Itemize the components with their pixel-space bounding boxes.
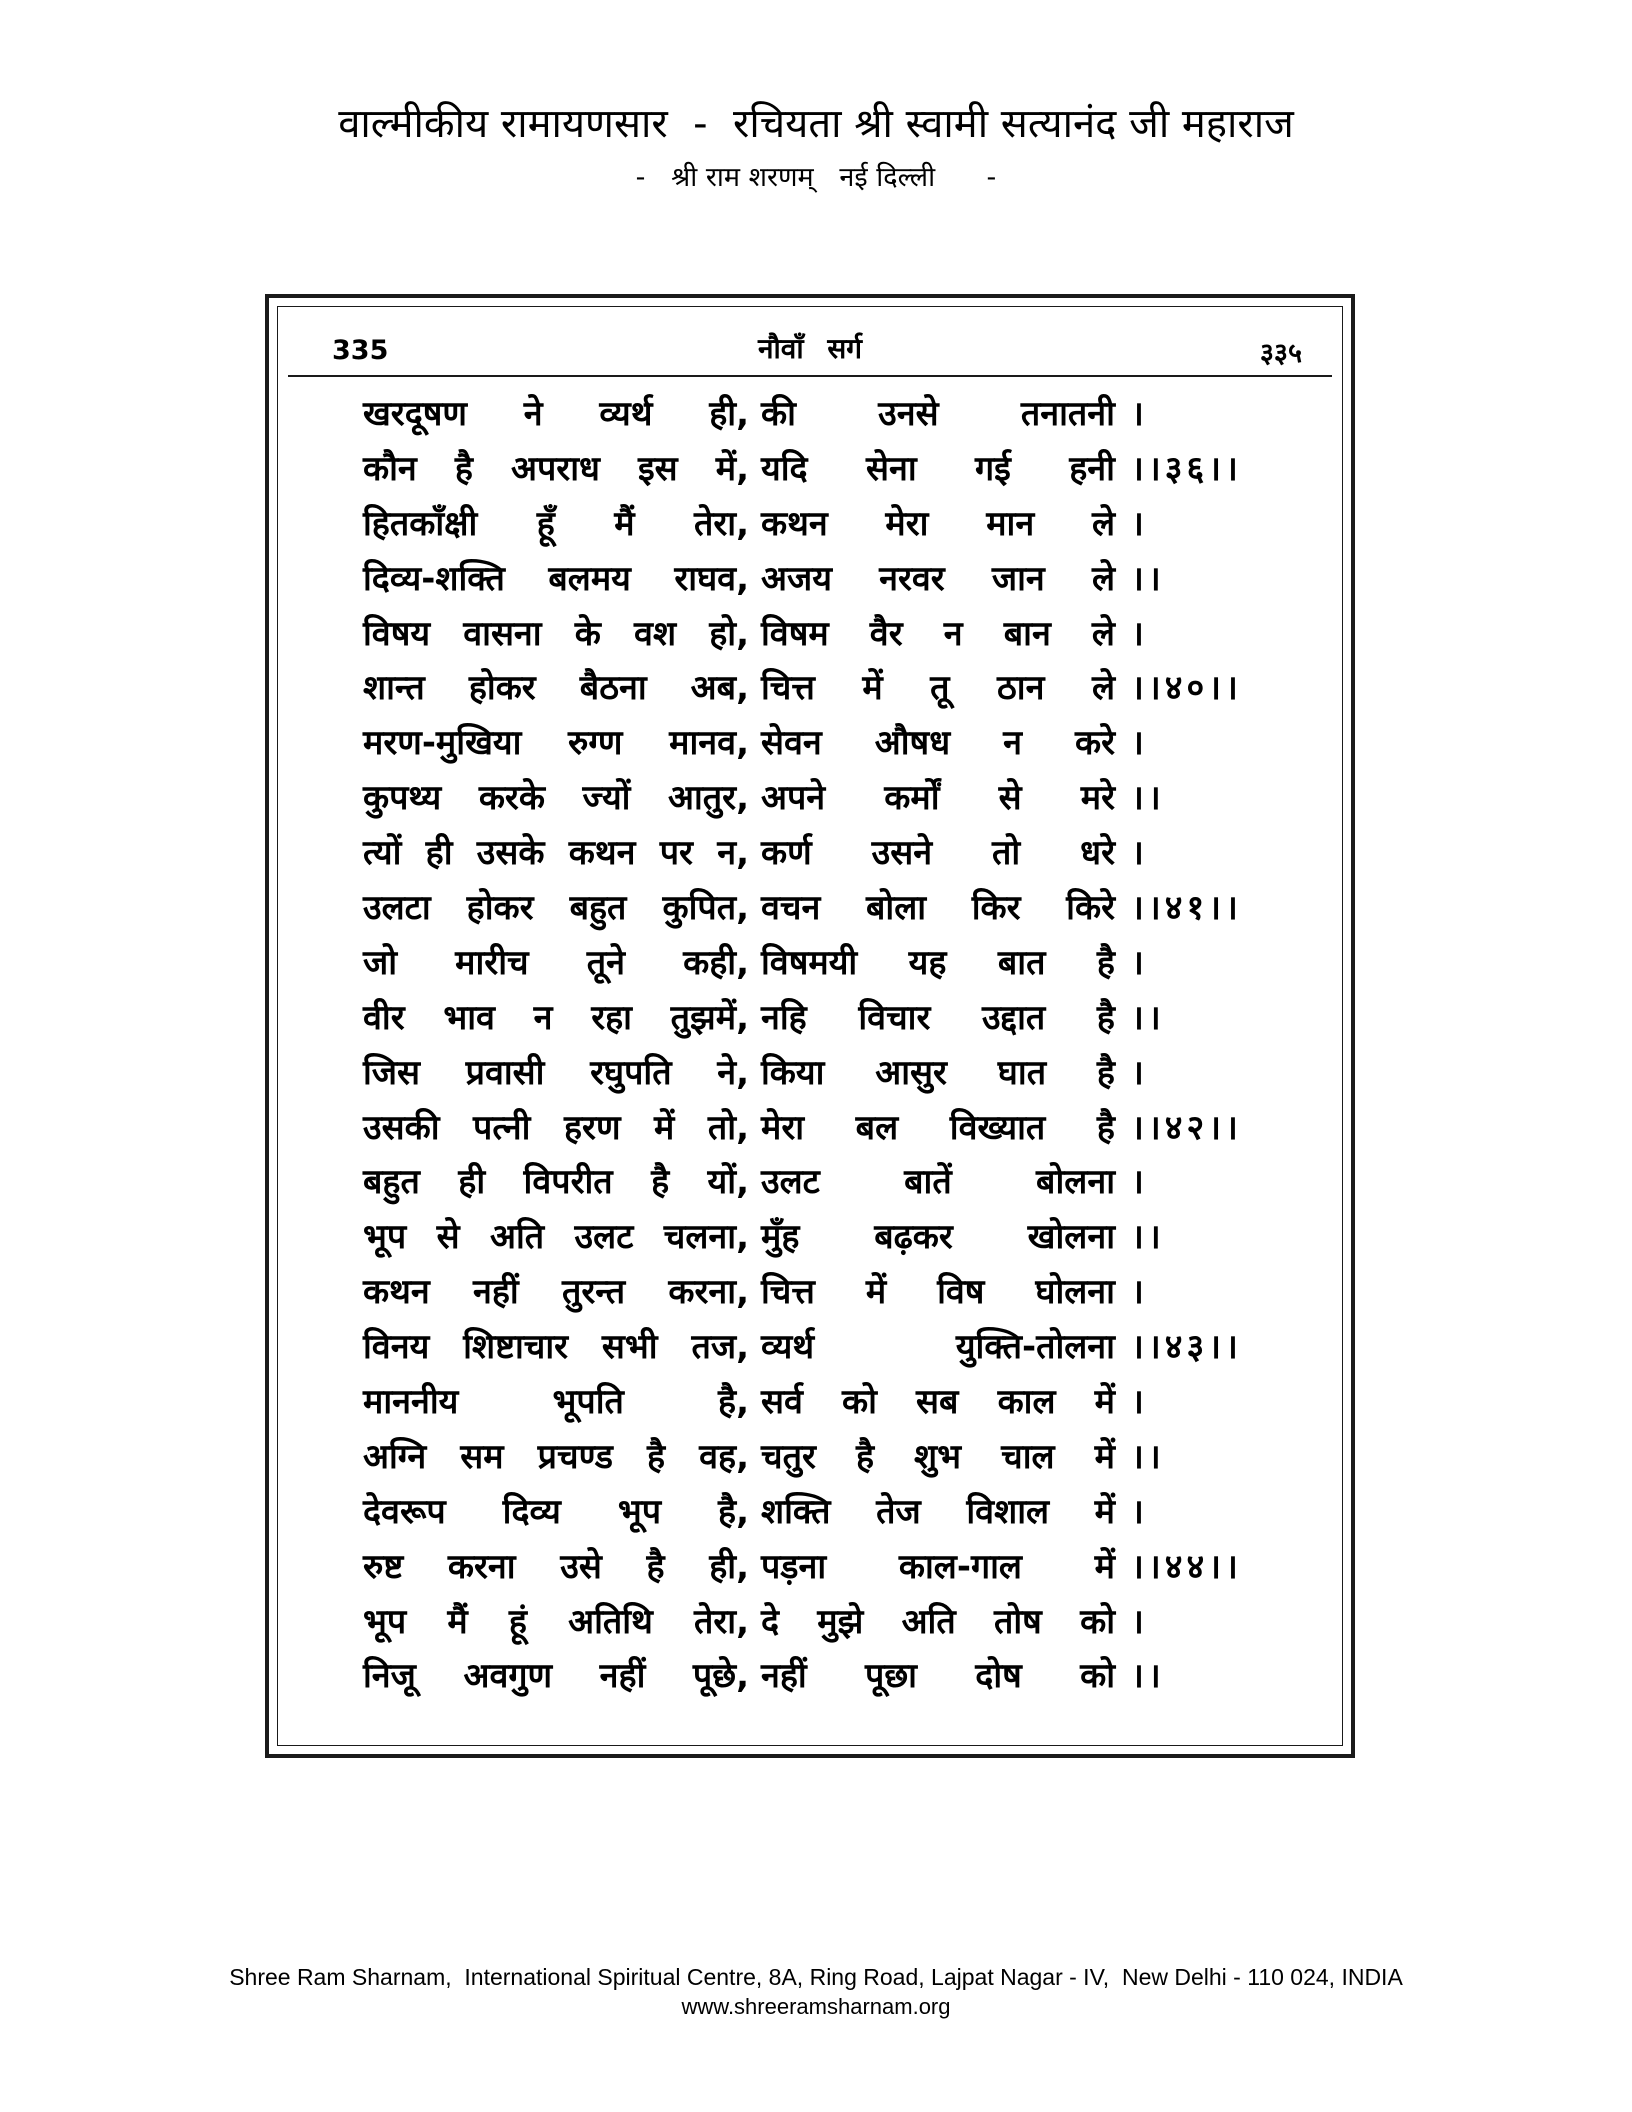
verse-first-half: विषय वासना के वश हो, xyxy=(363,613,749,654)
verse-second-half: अपने कर्मों से मरे xyxy=(761,778,1115,819)
verse-line xyxy=(363,718,1263,773)
page-number-left: 335 xyxy=(332,335,389,366)
page-headline xyxy=(288,325,1332,377)
verse-mark: ।।३६।। xyxy=(1131,448,1242,489)
verse-first-half: शान्त होकर बैठना अब, xyxy=(363,668,749,709)
verse-first-half: जो मारीच तूने कही, xyxy=(363,942,749,983)
verse-mark: ।। xyxy=(1131,558,1165,599)
page-footer xyxy=(0,1962,1632,2022)
verse-line xyxy=(363,1487,1263,1542)
verse-mark: । xyxy=(1131,394,1148,434)
verse-second-half: यदि सेना गई हनी xyxy=(761,448,1115,489)
verse-second-half: चित्त में विष घोलना xyxy=(761,1272,1115,1313)
footer-address: Shree Ram Sharnam, International Spiritual Centre, 8A, Ring Road, Lajpat Nagar - IV, New Delhi - 110 024, INDIA xyxy=(229,1964,1403,1990)
verse-line xyxy=(363,993,1263,1048)
verse-second-half: की उनसे तनातनी xyxy=(761,394,1115,434)
verse-line xyxy=(363,1432,1263,1487)
verse-first-half: जिस प्रवासी रघुपति ने, xyxy=(363,1052,749,1093)
verse-mark: ।। xyxy=(1131,997,1165,1038)
verse-second-half: दे मुझे अति तोष को xyxy=(761,1601,1115,1642)
verse-second-half: सेवन औषध न करे xyxy=(761,723,1115,764)
verse-first-half: कौन है अपराध इस में, xyxy=(363,448,749,489)
verse-mark: । xyxy=(1131,613,1148,654)
verse-line xyxy=(363,1103,1263,1158)
verse-first-half: उलटा होकर बहुत कुपित, xyxy=(363,888,749,929)
verse-second-half: अजय नरवर जान ले xyxy=(761,558,1115,599)
footer-website-link[interactable]: www.shreeramsharnam.org xyxy=(681,1994,951,2019)
verse-line xyxy=(363,609,1263,664)
verse-mark: । xyxy=(1131,1491,1148,1532)
verse-first-half: हितकाँक्षी हूँ मैं तेरा, xyxy=(363,503,749,544)
verse-first-half: भूप से अति उलट चलना, xyxy=(363,1217,749,1258)
verse-mark: । xyxy=(1131,1052,1148,1093)
verse-first-half: त्यों ही उसके कथन पर न, xyxy=(363,833,749,874)
verse-line xyxy=(363,1377,1263,1432)
verse-mark: । xyxy=(1131,1272,1148,1313)
verse-second-half: नहि विचार उद्दात है xyxy=(761,997,1115,1038)
verse-mark: ।।४०।। xyxy=(1131,668,1242,709)
verse-second-half: विषमयी यह बात है xyxy=(761,942,1115,983)
verse-line xyxy=(363,1651,1263,1706)
verse-second-half: व्यर्थ युक्ति-तोलना xyxy=(761,1327,1115,1368)
verse-mark: ।। xyxy=(1131,1656,1165,1697)
verse-first-half: खरदूषण ने व्यर्थ ही, xyxy=(363,394,749,434)
verse-mark: । xyxy=(1131,833,1148,874)
verse-first-half: उसकी पत्नी हरण में तो, xyxy=(363,1107,749,1148)
verse-first-half: कथन नहीं तुरन्त करना, xyxy=(363,1272,749,1313)
verse-first-half: बहुत ही विपरीत है यों, xyxy=(363,1162,749,1203)
verse-mark: ।। xyxy=(1131,1217,1165,1258)
verse-mark: ।।४३।। xyxy=(1131,1327,1242,1368)
verse-first-half: देवरूप दिव्य भूप है, xyxy=(363,1491,749,1532)
page-header xyxy=(0,98,1632,198)
verse-first-half: विनय शिष्टाचार सभी तज, xyxy=(363,1327,749,1368)
verse-mark: । xyxy=(1131,942,1148,983)
verse-second-half: चतुर है शुभ चाल में xyxy=(761,1436,1115,1477)
chapter-title: नौवाँ सर्ग xyxy=(757,332,863,365)
header-title: वाल्मीकीय रामायणसार - रचियता श्री स्वामी सत्यानंद जी महाराज xyxy=(338,101,1294,147)
header-subtitle: - श्री राम शरणम् नई दिल्ली - xyxy=(635,162,997,193)
verse-mark: । xyxy=(1131,503,1148,544)
verse-second-half: नहीं पूछा दोष को xyxy=(761,1656,1115,1697)
verse-line xyxy=(363,883,1263,938)
verse-second-half: कर्ण उसने तो धरे xyxy=(761,833,1115,874)
verse-line xyxy=(363,499,1263,554)
verse-line xyxy=(363,1322,1263,1377)
verse-first-half: निजू अवगुण नहीं पूछे, xyxy=(363,1656,749,1697)
verse-second-half: शक्ति तेज विशाल में xyxy=(761,1491,1115,1532)
verse-second-half: उलट बातें बोलना xyxy=(761,1162,1115,1203)
verse-line xyxy=(363,1157,1263,1212)
verse-first-half: अग्नि सम प्रचण्ड है वह, xyxy=(363,1436,749,1477)
verse-second-half: सर्व को सब काल में xyxy=(761,1382,1115,1423)
verse-second-half: विषम वैर न बान ले xyxy=(761,613,1115,654)
verse-second-half: मुँह बढ़कर खोलना xyxy=(761,1217,1115,1258)
verse-line xyxy=(363,663,1263,718)
page-number-right: ३३५ xyxy=(1259,338,1302,369)
verse-first-half: मरण-मुखिया रुग्ण मानव, xyxy=(363,723,749,764)
verse-mark: । xyxy=(1131,1601,1148,1642)
verse-list xyxy=(363,389,1263,1706)
verse-line xyxy=(363,1267,1263,1322)
scripture-page-inner-frame xyxy=(277,306,1343,1746)
verse-line xyxy=(363,444,1263,499)
verse-mark: ।।४४।। xyxy=(1131,1546,1242,1587)
verse-line xyxy=(363,773,1263,828)
verse-line xyxy=(363,1597,1263,1652)
verse-second-half: कथन मेरा मान ले xyxy=(761,503,1115,544)
scripture-page-frame xyxy=(265,294,1355,1758)
verse-first-half: दिव्य-शक्ति बलमय राघव, xyxy=(363,558,749,599)
verse-mark: । xyxy=(1131,1162,1148,1203)
verse-line xyxy=(363,938,1263,993)
verse-mark: । xyxy=(1131,1382,1148,1423)
verse-mark: ।। xyxy=(1131,1436,1165,1477)
verse-second-half: मेरा बल विख्यात है xyxy=(761,1107,1115,1148)
verse-mark: ।। xyxy=(1131,778,1165,819)
verse-line xyxy=(363,389,1263,444)
verse-first-half: भूप मैं हूं अतिथि तेरा, xyxy=(363,1601,749,1642)
verse-second-half: पड़ना काल-गाल में xyxy=(761,1546,1115,1587)
verse-second-half: चित्त में तू ठान ले xyxy=(761,668,1115,709)
verse-first-half: माननीय भूपति है, xyxy=(363,1382,749,1423)
verse-line xyxy=(363,1048,1263,1103)
verse-mark: । xyxy=(1131,723,1148,764)
verse-line xyxy=(363,828,1263,883)
verse-first-half: वीर भाव न रहा तुझमें, xyxy=(363,997,749,1038)
verse-line xyxy=(363,1542,1263,1597)
verse-first-half: रुष्ट करना उसे है ही, xyxy=(363,1546,749,1587)
verse-line xyxy=(363,554,1263,609)
verse-line xyxy=(363,1212,1263,1267)
verse-mark: ।।४२।। xyxy=(1131,1107,1242,1148)
verse-second-half: वचन बोला किर किरे xyxy=(761,888,1115,929)
verse-second-half: किया आसुर घात है xyxy=(761,1052,1115,1093)
verse-mark: ।।४१।। xyxy=(1131,888,1242,929)
verse-first-half: कुपथ्य करके ज्यों आतुर, xyxy=(363,778,749,819)
